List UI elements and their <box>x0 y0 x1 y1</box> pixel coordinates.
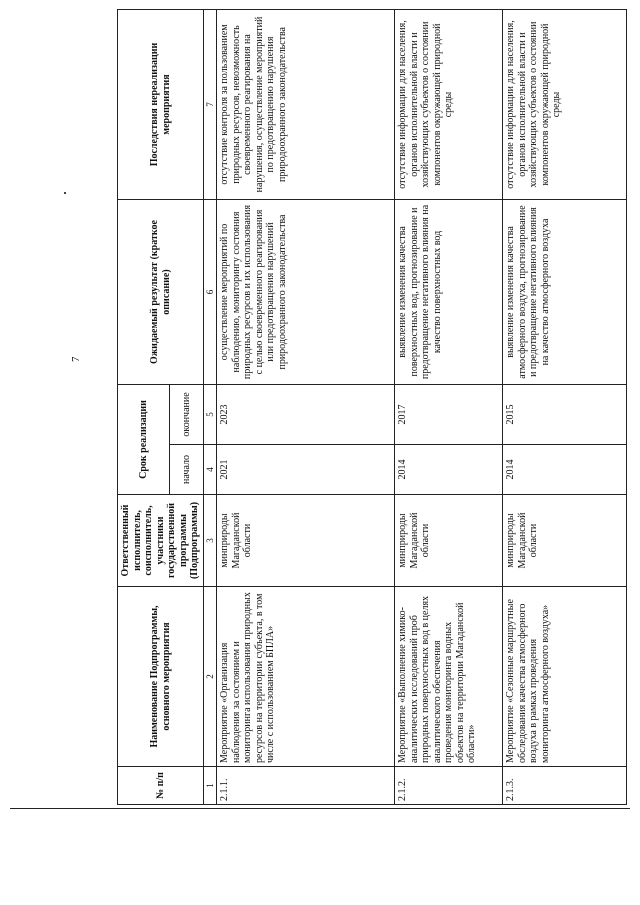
column-number: 5 <box>204 385 217 445</box>
start-year: 2014 <box>503 445 627 495</box>
end-year: 2015 <box>503 385 627 445</box>
measure-name: Мероприятие «Выполнение химико-аналитических исследований проб природных поверхностных вод в целях аналитического обеспечения проведения мониторинга водных объектов на территории Магаданской области» <box>395 587 503 767</box>
column-number: 3 <box>204 495 217 587</box>
column-number: 6 <box>204 200 217 385</box>
table-row <box>503 10 627 805</box>
expected-result: осуществление мероприятий по наблюдению, мониторингу состояния природных ресурсов и их использования с целью своевременного реагирования или предотвращения нарушений природоохранного законодательства <box>217 200 395 385</box>
column-number: 1 <box>204 767 217 805</box>
header-start: начало <box>170 445 204 495</box>
end-year: 2017 <box>395 385 503 445</box>
measures-table <box>117 9 627 805</box>
expected-result: выявление изменения качества атмосферного воздуха, прогнозирование и предотвращение негативного влияния на качество атмосферного воздуха <box>503 200 627 385</box>
scan-speck <box>64 192 66 194</box>
start-year: 2014 <box>395 445 503 495</box>
start-year: 2021 <box>217 445 395 495</box>
column-number-row <box>204 10 217 805</box>
consequence: отсутствие информации для населения, органов исполнительной власти и хозяйствующих субъектов о состоянии компонентов окружающей природной среды <box>503 10 627 200</box>
column-number: 7 <box>204 10 217 200</box>
rotated-table-container <box>117 10 625 805</box>
measure-name: Мероприятие «Сезонные маршрутные обследования качества атмосферного воздуха в рамках проведения мониторинга атмосферного воздуха» <box>503 587 627 767</box>
header-name: Наименование Подпрограммы, основного мероприятия <box>118 587 204 767</box>
expected-result: выявление изменения качества поверхностных вод, прогнозирование и предотвращение негативного влияния на качество поверхностных вод <box>395 200 503 385</box>
header-executor: Ответственный исполнитель, соисполнитель, участники государственной программы (Подпрограммы) <box>118 495 204 587</box>
end-year: 2023 <box>217 385 395 445</box>
header-consequence: Последствия нереализации мероприятия <box>118 10 204 200</box>
header-num: № п/п <box>118 767 204 805</box>
page-number: 7 <box>70 356 82 362</box>
column-number: 4 <box>204 445 217 495</box>
executor: минприроды Магаданской области <box>503 495 627 587</box>
executor: минприроды Магаданской области <box>395 495 503 587</box>
horizontal-rule <box>10 808 630 809</box>
column-number: 2 <box>204 587 217 767</box>
consequence: отсутствие информации для населения, органов исполнительной власти и хозяйствующих субъектов о состоянии компонентов окружающей природной среды <box>395 10 503 200</box>
header-result: Ожидаемый результат (краткое описание) <box>118 200 204 385</box>
consequence: отсутствие контроля за пользованием природных ресурсов, невозможность своевременного реагирования на нарушения, осуществление мероприятий по предотвращению нарушения природоохранного законодательства <box>217 10 395 200</box>
measure-name: Мероприятие «Организация наблюдения за состоянием и мониторинга использования природных ресурсов на территории субъекта, в том числе с использованием БПЛА» <box>217 587 395 767</box>
header-end: окончание <box>170 385 204 445</box>
table-row <box>395 10 503 805</box>
table-row <box>217 10 395 805</box>
header-period: Срок реализации <box>118 385 170 495</box>
header-row <box>118 10 170 805</box>
row-number: 2.1.3. <box>503 767 627 805</box>
row-number: 2.1.1. <box>217 767 395 805</box>
row-number: 2.1.2. <box>395 767 503 805</box>
executor: минприроды Магаданской области <box>217 495 395 587</box>
